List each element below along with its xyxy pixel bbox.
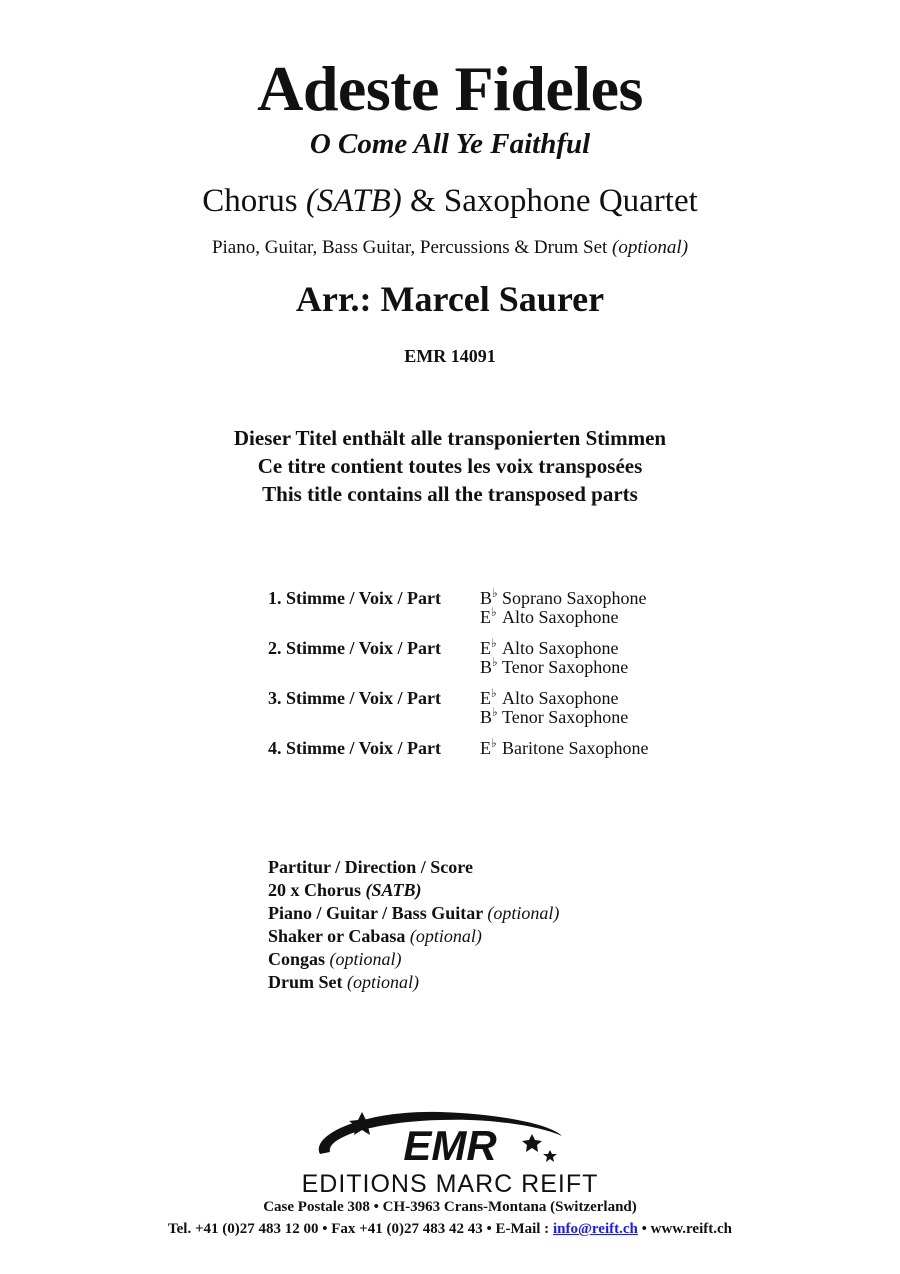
email-link[interactable]: info@reift.ch xyxy=(552,1221,638,1237)
part-row xyxy=(268,636,648,677)
part-instrument: B♭ Soprano Saxophone xyxy=(480,586,647,608)
instrumentation-line xyxy=(0,237,900,259)
scoring-post: & Saxophone Quartet xyxy=(401,183,698,219)
part-label: 2. Stimme / Voix / Part xyxy=(268,638,441,658)
part-row xyxy=(268,686,648,727)
logo-text: EMR xyxy=(403,1122,497,1169)
part-row xyxy=(268,586,648,627)
scoring-pre: Chorus xyxy=(202,183,306,219)
flat-icon: ♭ xyxy=(491,636,497,650)
part-instrument: E♭ Alto Saxophone xyxy=(480,636,619,658)
list-item: Shaker or Cabasa (optional) xyxy=(268,926,482,946)
notice-german: Dieser Titel enthält alle transponierten Stimmen xyxy=(233,426,667,450)
publisher-address: Case Postale 308 • CH-3963 Crans-Montana (Switzerland) xyxy=(263,1199,637,1215)
flat-icon: ♭ xyxy=(492,655,498,669)
publisher-contact: Tel. +41 (0)27 483 12 00 • Fax +41 (0)27 483 42 43 • E-Mail : info@reift.ch • www.reift.ch xyxy=(168,1221,732,1237)
flat-icon: ♭ xyxy=(492,586,498,600)
part-instrument: B♭ Tenor Saxophone xyxy=(480,705,629,727)
page-title: Adeste Fideles xyxy=(257,53,643,124)
emr-logo xyxy=(300,1102,600,1174)
instrumentation-text: Piano, Guitar, Bass Guitar, Percussions & Drum Set xyxy=(211,237,613,258)
part-instrument: E♭ Alto Saxophone xyxy=(480,686,619,708)
notice-english: This title contains all the transposed parts xyxy=(262,482,638,506)
catalog-number: EMR 14091 xyxy=(404,346,496,366)
instrumentation-optional: (optional) xyxy=(612,237,689,258)
part-label: 4. Stimme / Voix / Part xyxy=(268,738,441,758)
list-item: Partitur / Direction / Score xyxy=(268,857,473,877)
list-item: 20 x Chorus (SATB) xyxy=(268,880,422,900)
parts-list xyxy=(268,586,649,770)
list-item: Piano / Guitar / Bass Guitar (optional) xyxy=(268,903,560,923)
part-row xyxy=(268,736,649,758)
part-instrument: E♭ Baritone Saxophone xyxy=(480,736,649,758)
arranger: Arr.: Marcel Saurer xyxy=(295,279,605,319)
part-instrument: E♭ Alto Saxophone xyxy=(480,605,619,627)
transposed-parts-notice xyxy=(0,424,900,508)
flat-icon: ♭ xyxy=(492,705,498,719)
contents-list xyxy=(268,856,559,994)
part-label: 3. Stimme / Voix / Part xyxy=(268,688,441,708)
flat-icon: ♭ xyxy=(491,686,497,700)
scoring-voices: (SATB) xyxy=(305,183,402,219)
part-instrument: B♭ Tenor Saxophone xyxy=(480,655,629,677)
list-item: Congas (optional) xyxy=(268,949,402,969)
publisher-brand: EDITIONS MARC REIFT xyxy=(301,1170,599,1198)
scoring-line xyxy=(0,183,900,220)
flat-icon: ♭ xyxy=(491,736,497,750)
notice-french: Ce titre contient toutes les voix transposées xyxy=(257,454,643,478)
subtitle: O Come All Ye Faithful xyxy=(309,128,591,160)
list-item: Drum Set (optional) xyxy=(268,972,419,992)
flat-icon: ♭ xyxy=(491,605,497,619)
part-label: 1. Stimme / Voix / Part xyxy=(268,588,441,608)
